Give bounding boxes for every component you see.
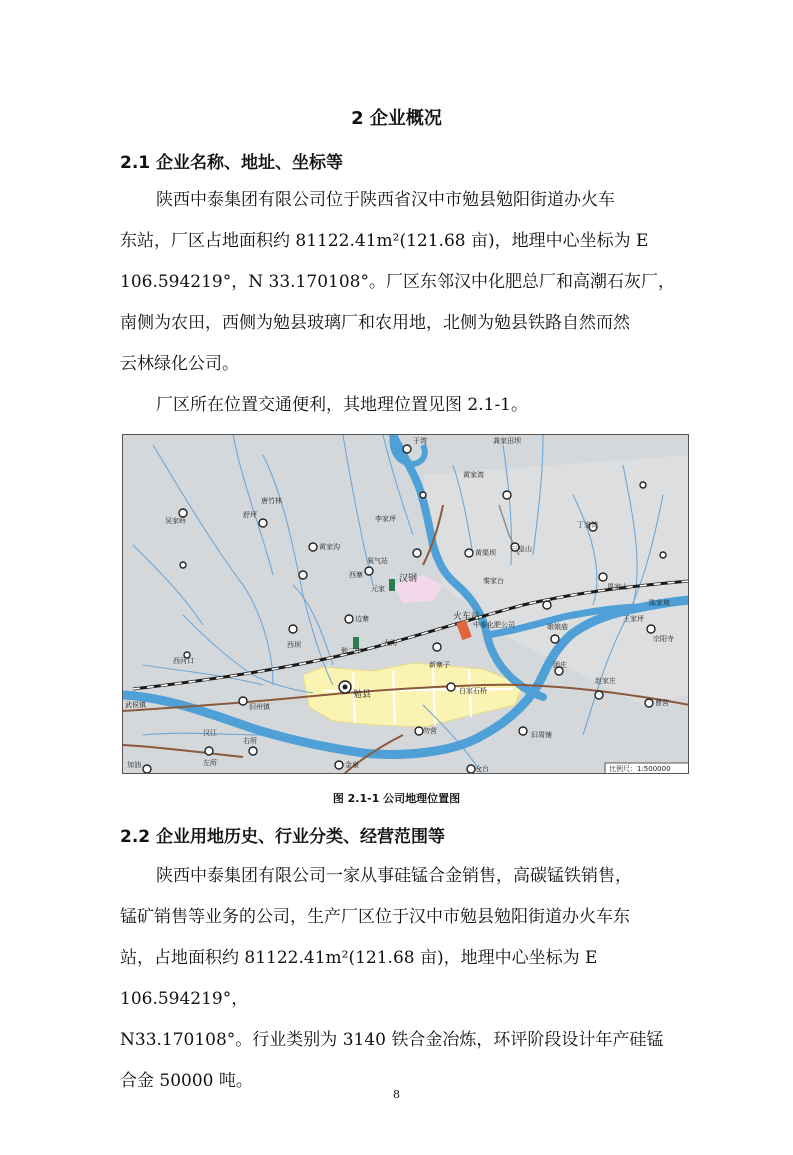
paragraph-line: 东站，厂区占地面积约 81122.41m²(121.68 亩)，地理中心坐标为 E [120, 231, 649, 251]
page-number: 8 [393, 1088, 400, 1101]
paragraph-line: 南侧为农田，西侧为勉县玻璃厂和农用地，北侧为勉县铁路自然而然 [120, 313, 630, 333]
map-label: 左所 [203, 759, 217, 767]
map-label: 龚家田坝 [493, 437, 521, 445]
map-label: 白家石桥 [459, 687, 487, 695]
map-label: 娘娘庙 [547, 623, 568, 631]
map-label: 黄家湾 [463, 471, 484, 479]
map-label: 丁家湾 [577, 521, 598, 529]
map-label: 李家坪 [375, 515, 396, 523]
map-label-river: 汉江 [203, 729, 217, 737]
map-label: 团庄 [553, 661, 567, 669]
section-heading-2-1: 2.1 企业名称、地址、坐标等 [120, 153, 344, 173]
paragraph-line: N33.170108°。行业类别为 3140 铁合金冶炼，环评阶段设计年产硅锰 [120, 1030, 664, 1050]
paragraph-location [120, 180, 680, 426]
paragraph-line: 106.594219°，N 33.170108°。厂区东邻汉中化肥总厂和高潮石灰厂， [120, 272, 675, 292]
map-label: 加油 [127, 761, 141, 769]
map-label: 赵家庄 [595, 677, 616, 685]
figure-caption: 图 2.1-1 公司地理位置图 [332, 792, 461, 805]
paragraph-business [120, 856, 680, 1102]
map-label: 旧周铺 [531, 731, 552, 739]
map-label: 新寨子 [429, 661, 450, 669]
map-label: 于湾 [413, 437, 427, 445]
map-label: 勉二中 [341, 647, 362, 655]
paragraph-figure-ref: 厂区所在位置交通便利，其地理位置见图 2.1-1。 [156, 395, 528, 415]
map-label: 武侯镇 [125, 701, 146, 709]
green-marker [389, 579, 395, 591]
paragraph-line: 云林绿化公司。 [120, 354, 239, 374]
map-label: 舒坪 [243, 511, 257, 519]
map-label: 右所 [243, 737, 257, 745]
map-label: 旧州镇 [249, 703, 270, 711]
map-label: 元家 [371, 585, 385, 593]
map-label: 西寨 [349, 571, 363, 579]
map-label: 黄渠坝 [475, 549, 496, 557]
map-label-mianxian: 勉县 [353, 690, 372, 700]
county-seat-center [343, 685, 348, 690]
map-label: 西河口 [173, 657, 194, 665]
location-map-svg [123, 435, 689, 774]
map-label: 大沟 [383, 639, 397, 647]
map-label: 吴家岭 [165, 517, 186, 525]
map-label: 宗阳寺 [653, 635, 674, 643]
map-label: 仓台 [475, 765, 489, 773]
map-label-hangang: 汉钢 [399, 574, 418, 584]
paragraph-line: 站，占地面积约 81122.41m²(121.68 亩)，地理中心坐标为 E 106.594219°， [120, 948, 598, 1009]
map-label-company: 中泰化肥公司 [473, 621, 515, 629]
map-label: 三皇山 [511, 545, 532, 553]
map-label: 秦家台 [483, 577, 504, 585]
map-label: 曹营 [655, 699, 669, 707]
map-label: 边寨 [355, 615, 369, 623]
map-label: 氧气站 [367, 557, 388, 565]
map-label: 王家坪 [623, 615, 644, 623]
map-label: 陈家坡 [649, 599, 670, 607]
map-label: 勿营 [423, 727, 437, 735]
map-label: 唐竹林 [261, 497, 282, 505]
location-map [122, 434, 689, 774]
scale-text: 比例尺：1:500000 [609, 765, 671, 773]
paragraph-line: 陕西中泰集团有限公司一家从事硅锰合金销售，高碳锰铁销售， [156, 866, 632, 886]
chapter-heading: 2 企业概况 [351, 108, 442, 129]
map-label: 西坝 [287, 641, 301, 649]
map-label: 黄家沟 [319, 543, 340, 551]
paragraph-line: 锰矿销售等业务的公司，生产厂区位于汉中市勉县勉阳街道办火车东 [120, 907, 630, 927]
map-label: 周家山 [607, 583, 628, 591]
paragraph-line: 合金 50000 吨。 [120, 1071, 253, 1091]
map-label: 金泉 [345, 761, 359, 769]
paragraph-line: 陕西中泰集团有限公司位于陕西省汉中市勉县勉阳街道办火车 [156, 190, 615, 210]
map-label-railway-station: 火车站 [453, 612, 481, 622]
section-heading-2-2: 2.2 企业用地历史、行业分类、经营范围等 [120, 827, 446, 847]
